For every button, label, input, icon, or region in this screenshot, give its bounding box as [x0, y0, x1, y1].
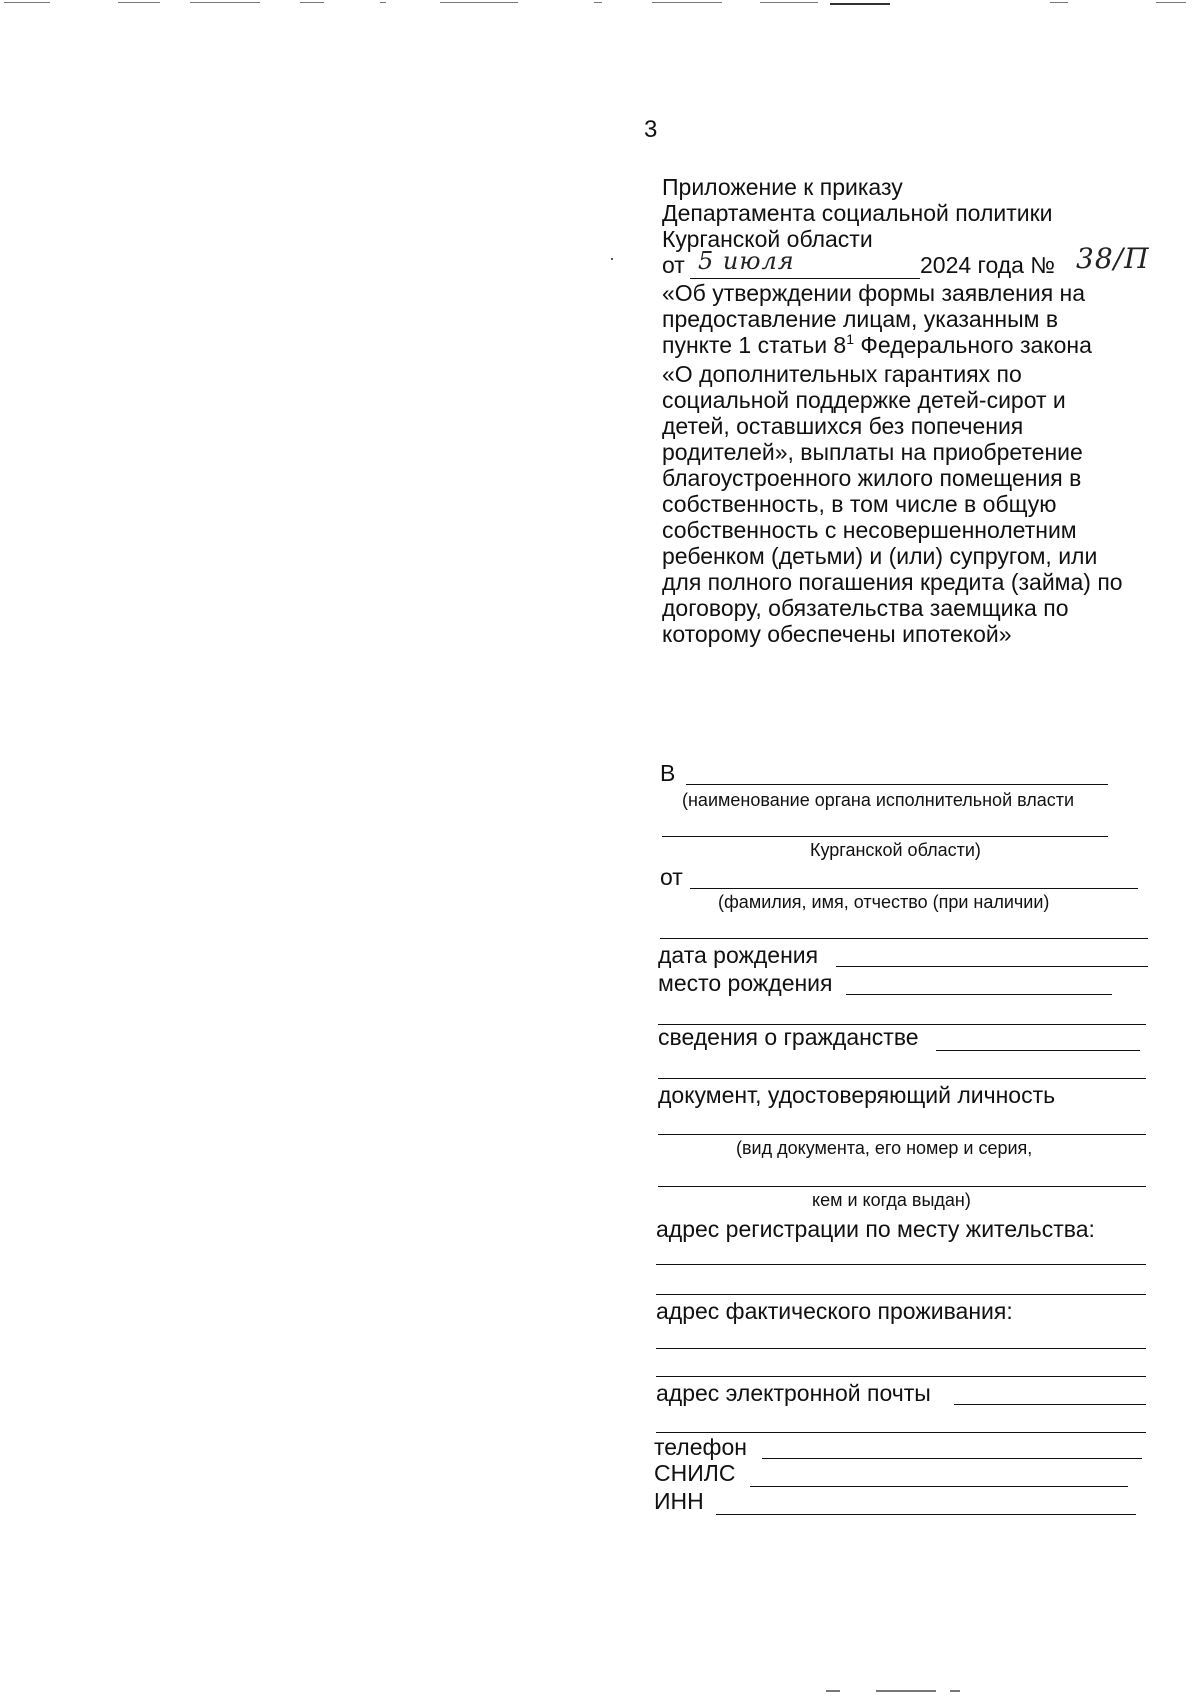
full-name-caption: (фамилия, имя, отчество (при наличии) — [718, 892, 1050, 912]
actual-address-field-2[interactable] — [656, 1376, 1146, 1377]
appendix-line: Приложение к приказу — [662, 174, 903, 200]
id-document-field-2[interactable] — [658, 1186, 1146, 1187]
order-title-line: предоставление лицам, указанным в — [662, 306, 1059, 332]
authority-caption-2: Курганской области) — [810, 840, 981, 860]
order-title-text: пункте 1 статьи 8 — [662, 332, 847, 358]
birth-place-label: место рождения — [658, 970, 833, 996]
snils-label: СНИЛС — [654, 1460, 736, 1486]
inn-label: ИНН — [654, 1488, 704, 1514]
snils-field[interactable] — [750, 1486, 1128, 1487]
id-document-label: документ, удостоверяющий личность — [658, 1082, 1056, 1108]
order-date-handwritten: 5 июля — [698, 247, 795, 275]
appendix-line: Департамента социальной политики — [662, 200, 1053, 226]
full-name-field[interactable] — [690, 888, 1138, 889]
registration-address-field[interactable] — [656, 1264, 1146, 1265]
order-title-line: собственность с несовершеннолетним — [662, 517, 1077, 543]
birth-date-field[interactable] — [836, 966, 1148, 967]
order-title-line: собственность, в том числе в общую — [662, 491, 1057, 517]
to-label: В — [660, 760, 676, 786]
actual-address-field[interactable] — [656, 1348, 1146, 1349]
order-title-line: ребенком (детьми) и (или) супругом, или — [662, 543, 1098, 569]
email-field-2[interactable] — [656, 1432, 1146, 1433]
authority-name-field[interactable] — [686, 784, 1108, 785]
order-number-handwritten: 38/П — [1076, 242, 1150, 275]
email-label: адрес электронной почты — [656, 1380, 931, 1406]
id-document-caption: (вид документа, его номер и серия, — [736, 1138, 1033, 1158]
order-title-line: которому обеспечены ипотекой» — [662, 621, 1012, 647]
actual-address-label: адрес фактического проживания: — [656, 1298, 1013, 1324]
inn-field[interactable] — [716, 1514, 1136, 1515]
authority-caption: (наименование органа исполнительной власти — [682, 790, 1075, 810]
order-prefix: от — [662, 252, 685, 278]
registration-address-label: адрес регистрации по месту жительства: — [656, 1216, 1095, 1242]
order-title-line: договору, обязательства заемщика по — [662, 595, 1069, 621]
birth-date-label: дата рождения — [658, 942, 819, 968]
citizenship-field-2[interactable] — [658, 1078, 1146, 1079]
order-title-line: детей, оставшихся без попечения — [662, 413, 1024, 439]
order-title-line: «Об утверждении формы заявления на — [662, 280, 1086, 306]
id-document-caption-2: кем и когда выдан) — [812, 1190, 971, 1210]
email-field[interactable] — [954, 1404, 1146, 1405]
from-label: от — [660, 864, 683, 890]
id-document-field[interactable] — [658, 1134, 1146, 1135]
phone-field[interactable] — [762, 1458, 1142, 1459]
order-title-line: социальной поддержке детей-сирот и — [662, 387, 1066, 413]
citizenship-field[interactable] — [936, 1050, 1140, 1051]
full-name-field-2[interactable] — [660, 938, 1148, 939]
authority-name-field-2[interactable] — [662, 836, 1108, 837]
registration-address-field-2[interactable] — [656, 1294, 1146, 1295]
article-superscript: 1 — [846, 331, 855, 347]
appendix-line: Курганской области — [662, 226, 873, 252]
order-title-line: «О дополнительных гарантиях по — [662, 361, 1022, 387]
page-number: 3 — [644, 116, 658, 143]
birth-place-field[interactable] — [846, 994, 1112, 995]
order-title-line: благоустроенного жилого помещения в — [662, 465, 1082, 491]
citizenship-label: сведения о гражданстве — [658, 1024, 919, 1050]
order-title-text: Федерального закона — [854, 332, 1092, 358]
phone-label: телефон — [654, 1434, 747, 1460]
order-title-line: для полного погашения кредита (займа) по — [662, 569, 1123, 595]
order-year-text: 2024 года № — [920, 252, 1056, 278]
order-title-line: родителей», выплаты на приобретение — [662, 439, 1083, 465]
